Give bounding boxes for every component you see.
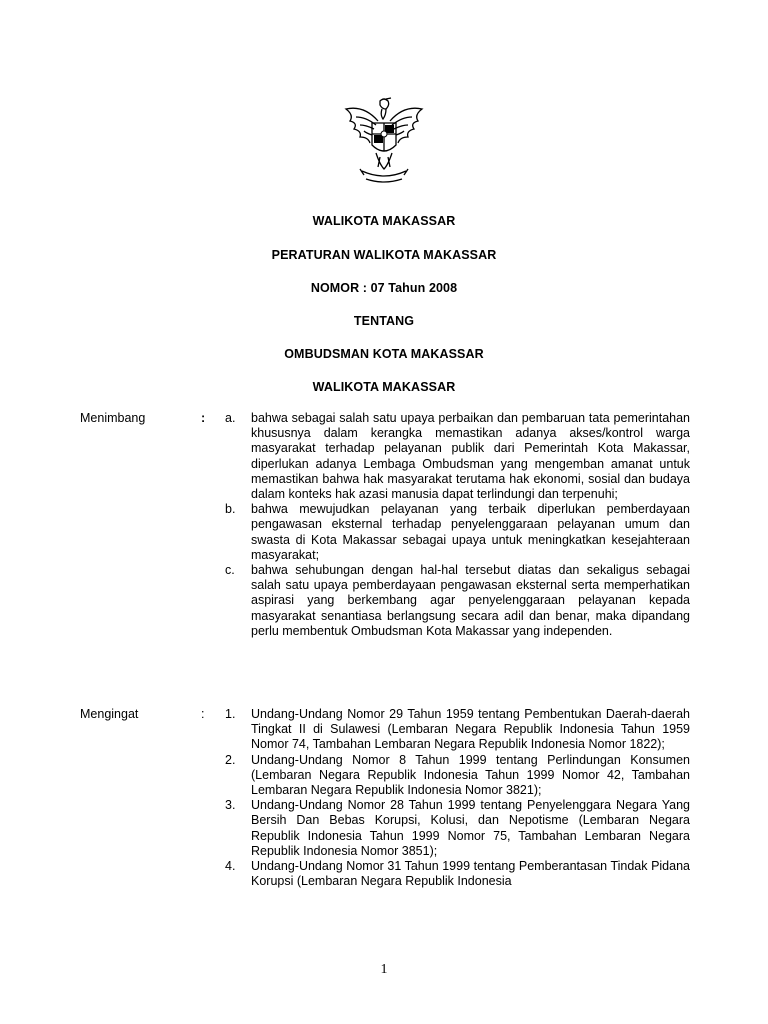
heading-tentang: TENTANG bbox=[353, 314, 415, 328]
item-text: Undang-Undang Nomor 8 Tahun 1999 tentang Perlindungan Konsumen (Lembaran Negara Republik Indonesia Tahun 1999 Nomor 42, Tambahan Lembaran Negara Republik Indonesia Nomor 3821); bbox=[251, 752, 690, 798]
menimbang-item bbox=[225, 563, 690, 639]
menimbang-item bbox=[225, 411, 690, 502]
heading-walikota: WALIKOTA MAKASSAR bbox=[312, 214, 456, 228]
menimbang-item bbox=[225, 502, 690, 563]
item-marker: a. bbox=[225, 411, 236, 425]
item-text: Undang-Undang Nomor 31 Tahun 1999 tentang Pemberantasan Tindak Pidana Korupsi (Lembaran Negara Republik Indonesia bbox=[251, 859, 690, 889]
garuda-emblem-icon bbox=[336, 95, 432, 187]
menimbang-colon: : bbox=[201, 411, 206, 425]
item-marker: c. bbox=[225, 563, 235, 578]
item-marker: b. bbox=[225, 502, 236, 517]
item-marker: 3. bbox=[225, 798, 236, 813]
item-text: Undang-Undang Nomor 28 Tahun 1999 tentang Penyelenggara Negara Yang Bersih Dan Bebas Korupsi, Kolusi, dan Nepotisme (Lembaran Negara Republik Indonesia Tahun 1999 Nomor 75, Tambahan Lembaran Negara Republik Indonesia Nomor 3851); bbox=[251, 798, 690, 858]
item-text: Undang-Undang Nomor 29 Tahun 1959 tentang Pembentukan Daerah-daerah Tingkat II di Sulawesi (Lembaran Negara Republik Indonesia Tahun 1959 Nomor 74, Tambahan Lembaran Negara Republik Indonesia Nomor 1822); bbox=[251, 707, 690, 752]
mengingat-item bbox=[225, 798, 690, 859]
item-text: bahwa sehubungan dengan hal-hal tersebut diatas dan sekaligus sebagai salah satu upaya pemberdayaan pengawasan eksternal serta memperhatikan aspirasi yang berkembang agar penyelenggaraan pelayanan kepada masyarakat senantiasa berlangsung secara adil dan benar, maka dipandang perlu membentuk Ombudsman Kota Makassar yang independen. bbox=[251, 563, 690, 638]
heading-subject: OMBUDSMAN KOTA MAKASSAR bbox=[284, 347, 484, 361]
item-text: bahwa sebagai salah satu upaya perbaikan dan pembaruan tata pemerintahan khususnya dalam kerangka memastikan adanya akses/kontrol warga masyarakat terhadap pelayanan publik dari Pemerintah Kota Makassar, diperlukan adanya Lembaga Ombudsman yang mengemban amanat untuk memastikan bahwa hak masyarakat terutama hak ekonomi, sosial dan budaya dalam konteks hak azasi manusia dapat terlindungi dan terpenuhi; bbox=[251, 411, 690, 502]
mengingat-item bbox=[225, 753, 690, 799]
mengingat-item bbox=[225, 859, 690, 889]
mengingat-colon: : bbox=[201, 707, 205, 721]
mengingat-section bbox=[80, 707, 690, 889]
item-marker: 2. bbox=[225, 752, 236, 767]
menimbang-section bbox=[80, 411, 690, 639]
heading-walikota-2: WALIKOTA MAKASSAR bbox=[312, 380, 456, 394]
item-marker: 1. bbox=[225, 707, 236, 721]
item-text: bahwa mewujudkan pelayanan yang terbaik diperlukan pemberdayaan pengawasan eksternal terhadap penyelenggaraan pelayanan umum dan swasta di Kota Makassar sebagai upaya untuk meningkatkan kesejahteraan masyarakat; bbox=[251, 502, 690, 562]
mengingat-label: Mengingat bbox=[80, 707, 139, 721]
heading-peraturan: PERATURAN WALIKOTA MAKASSAR bbox=[271, 248, 497, 262]
mengingat-item bbox=[225, 707, 690, 753]
heading-nomor: NOMOR : 07 Tahun 2008 bbox=[310, 281, 458, 295]
menimbang-label: Menimbang bbox=[80, 411, 146, 425]
item-marker: 4. bbox=[225, 859, 236, 874]
page-number: 1 bbox=[380, 962, 388, 977]
